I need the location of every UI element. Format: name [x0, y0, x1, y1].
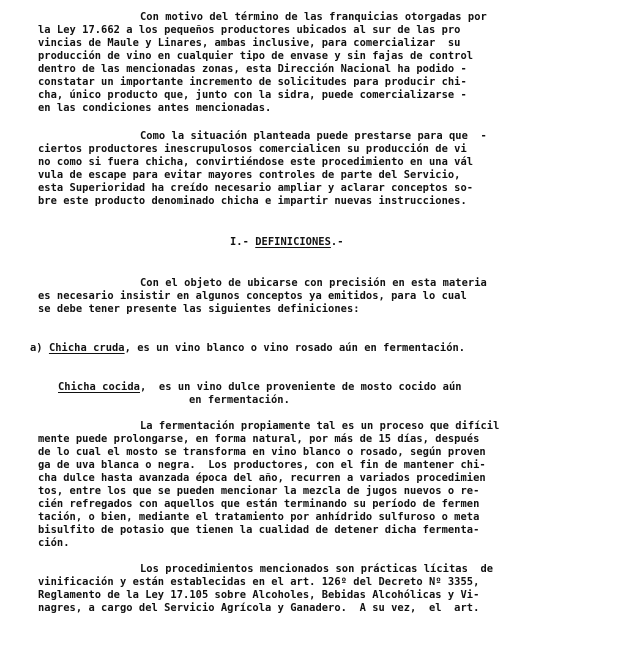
paragraph2-line: vula de escape para evitar mayores controles de parte del Servicio,	[38, 169, 461, 181]
section-suffix: .-	[330, 236, 344, 248]
definition-a-term: Chicha cruda	[48, 342, 125, 354]
paragraph3-line: se debe tener presente las siguientes definiciones:	[38, 303, 360, 315]
paragraph1-line: en las condiciones antes mencionadas.	[38, 102, 272, 114]
paragraph5-line: Los procedimientos mencionados son prácticas lícitas de	[140, 563, 494, 575]
paragraph1-line: dentro de las mencionadas zonas, esta Dirección Nacional ha podido -	[38, 63, 467, 75]
paragraph5-line: nagres, a cargo del Servicio Agrícola y Ganadero. A su vez, el art.	[38, 602, 480, 614]
paragraph4-line: tos, entre los que se pueden mencionar la mezcla de jugos nuevos o re-	[38, 485, 480, 497]
paragraph2-line: bre este producto denominado chicha e impartir nuevas instrucciones.	[38, 195, 467, 207]
definition-a	[30, 342, 465, 355]
paragraph4-line: mente puede prolongarse, en forma natural, por más de 15 días, después	[38, 433, 480, 445]
paragraph1-line: Con motivo del término de las franquicias otorgadas por	[140, 11, 487, 23]
section-number: I.-	[230, 236, 249, 248]
definition-b-continuation: en fermentación.	[189, 394, 290, 406]
paragraph4-line: tación, o bien, mediante el tratamiento por anhídrido sulfuroso o meta	[38, 511, 480, 523]
paragraph3-line: es necesario insistir en algunos conceptos ya emitidos, para lo cual	[38, 290, 467, 302]
paragraph3-line: Con el objeto de ubicarse con precisión en esta materia	[140, 277, 487, 289]
definition-a-text: , es un vino blanco o vino rosado aún en fermentación.	[124, 342, 466, 354]
paragraph1-line: vincias de Maule y Linares, ambas inclusive, para comercializar su	[38, 37, 461, 49]
section-title: DEFINICIONES	[255, 236, 331, 248]
paragraph2-line: Como la situación planteada puede prestarse para que -	[140, 130, 487, 142]
paragraph4-line: ga de uva blanca o negra. Los productores, con el fin de mantener chi-	[38, 459, 486, 471]
definition-a-prefix: a)	[30, 342, 43, 354]
paragraph1-line: la Ley 17.662 a los pequeños productores ubicados al sur de las pro	[38, 24, 461, 36]
paragraph5-line: Reglamento de la Ley 17.105 sobre Alcoholes, Bebidas Alcohólicas y Vi-	[38, 589, 480, 601]
definition-b-term: Chicha cocida	[58, 381, 140, 393]
definition-b-text: , es un vino dulce proveniente de mosto cocido aún	[139, 381, 462, 393]
paragraph4-line: ción.	[38, 537, 70, 549]
paragraph4-line: La fermentación propiamente tal es un proceso que difícil	[140, 420, 500, 432]
section-heading	[230, 236, 344, 249]
paragraph4-line: de lo cual el mosto se transforma en vino blanco o rosado, según proven	[38, 446, 486, 458]
paragraph2-line: no como si fuera chicha, convirtiéndose este procedimiento en una vál	[38, 156, 474, 168]
paragraph4-line: bisulfito de potasio que tienen la cualidad de detener dicha fermenta-	[38, 524, 480, 536]
paragraph1-line: producción de vino en cualquier tipo de envase y sin fajas de control	[38, 50, 474, 62]
paragraph5-line: vinificación y están establecidas en el art. 126º del Decreto Nº 3355,	[38, 576, 480, 588]
paragraph4-line: cha dulce hasta avanzada época del año, recurren a variados procedimien	[38, 472, 486, 484]
paragraph2-line: ciertos productores inescrupulosos comercialicen su producción de vi	[38, 143, 467, 155]
paragraph4-line: cién refregados con aquellos que están terminando su período de fermen	[38, 498, 480, 510]
paragraph2-line: esta Superioridad ha creído necesario ampliar y aclarar conceptos so-	[38, 182, 474, 194]
paragraph1-line: constatar un importante incremento de solicitudes para producir chi-	[38, 76, 467, 88]
paragraph1-line: cha, único producto que, junto con la sidra, puede comercializarse -	[38, 89, 467, 101]
definition-b	[58, 381, 462, 394]
